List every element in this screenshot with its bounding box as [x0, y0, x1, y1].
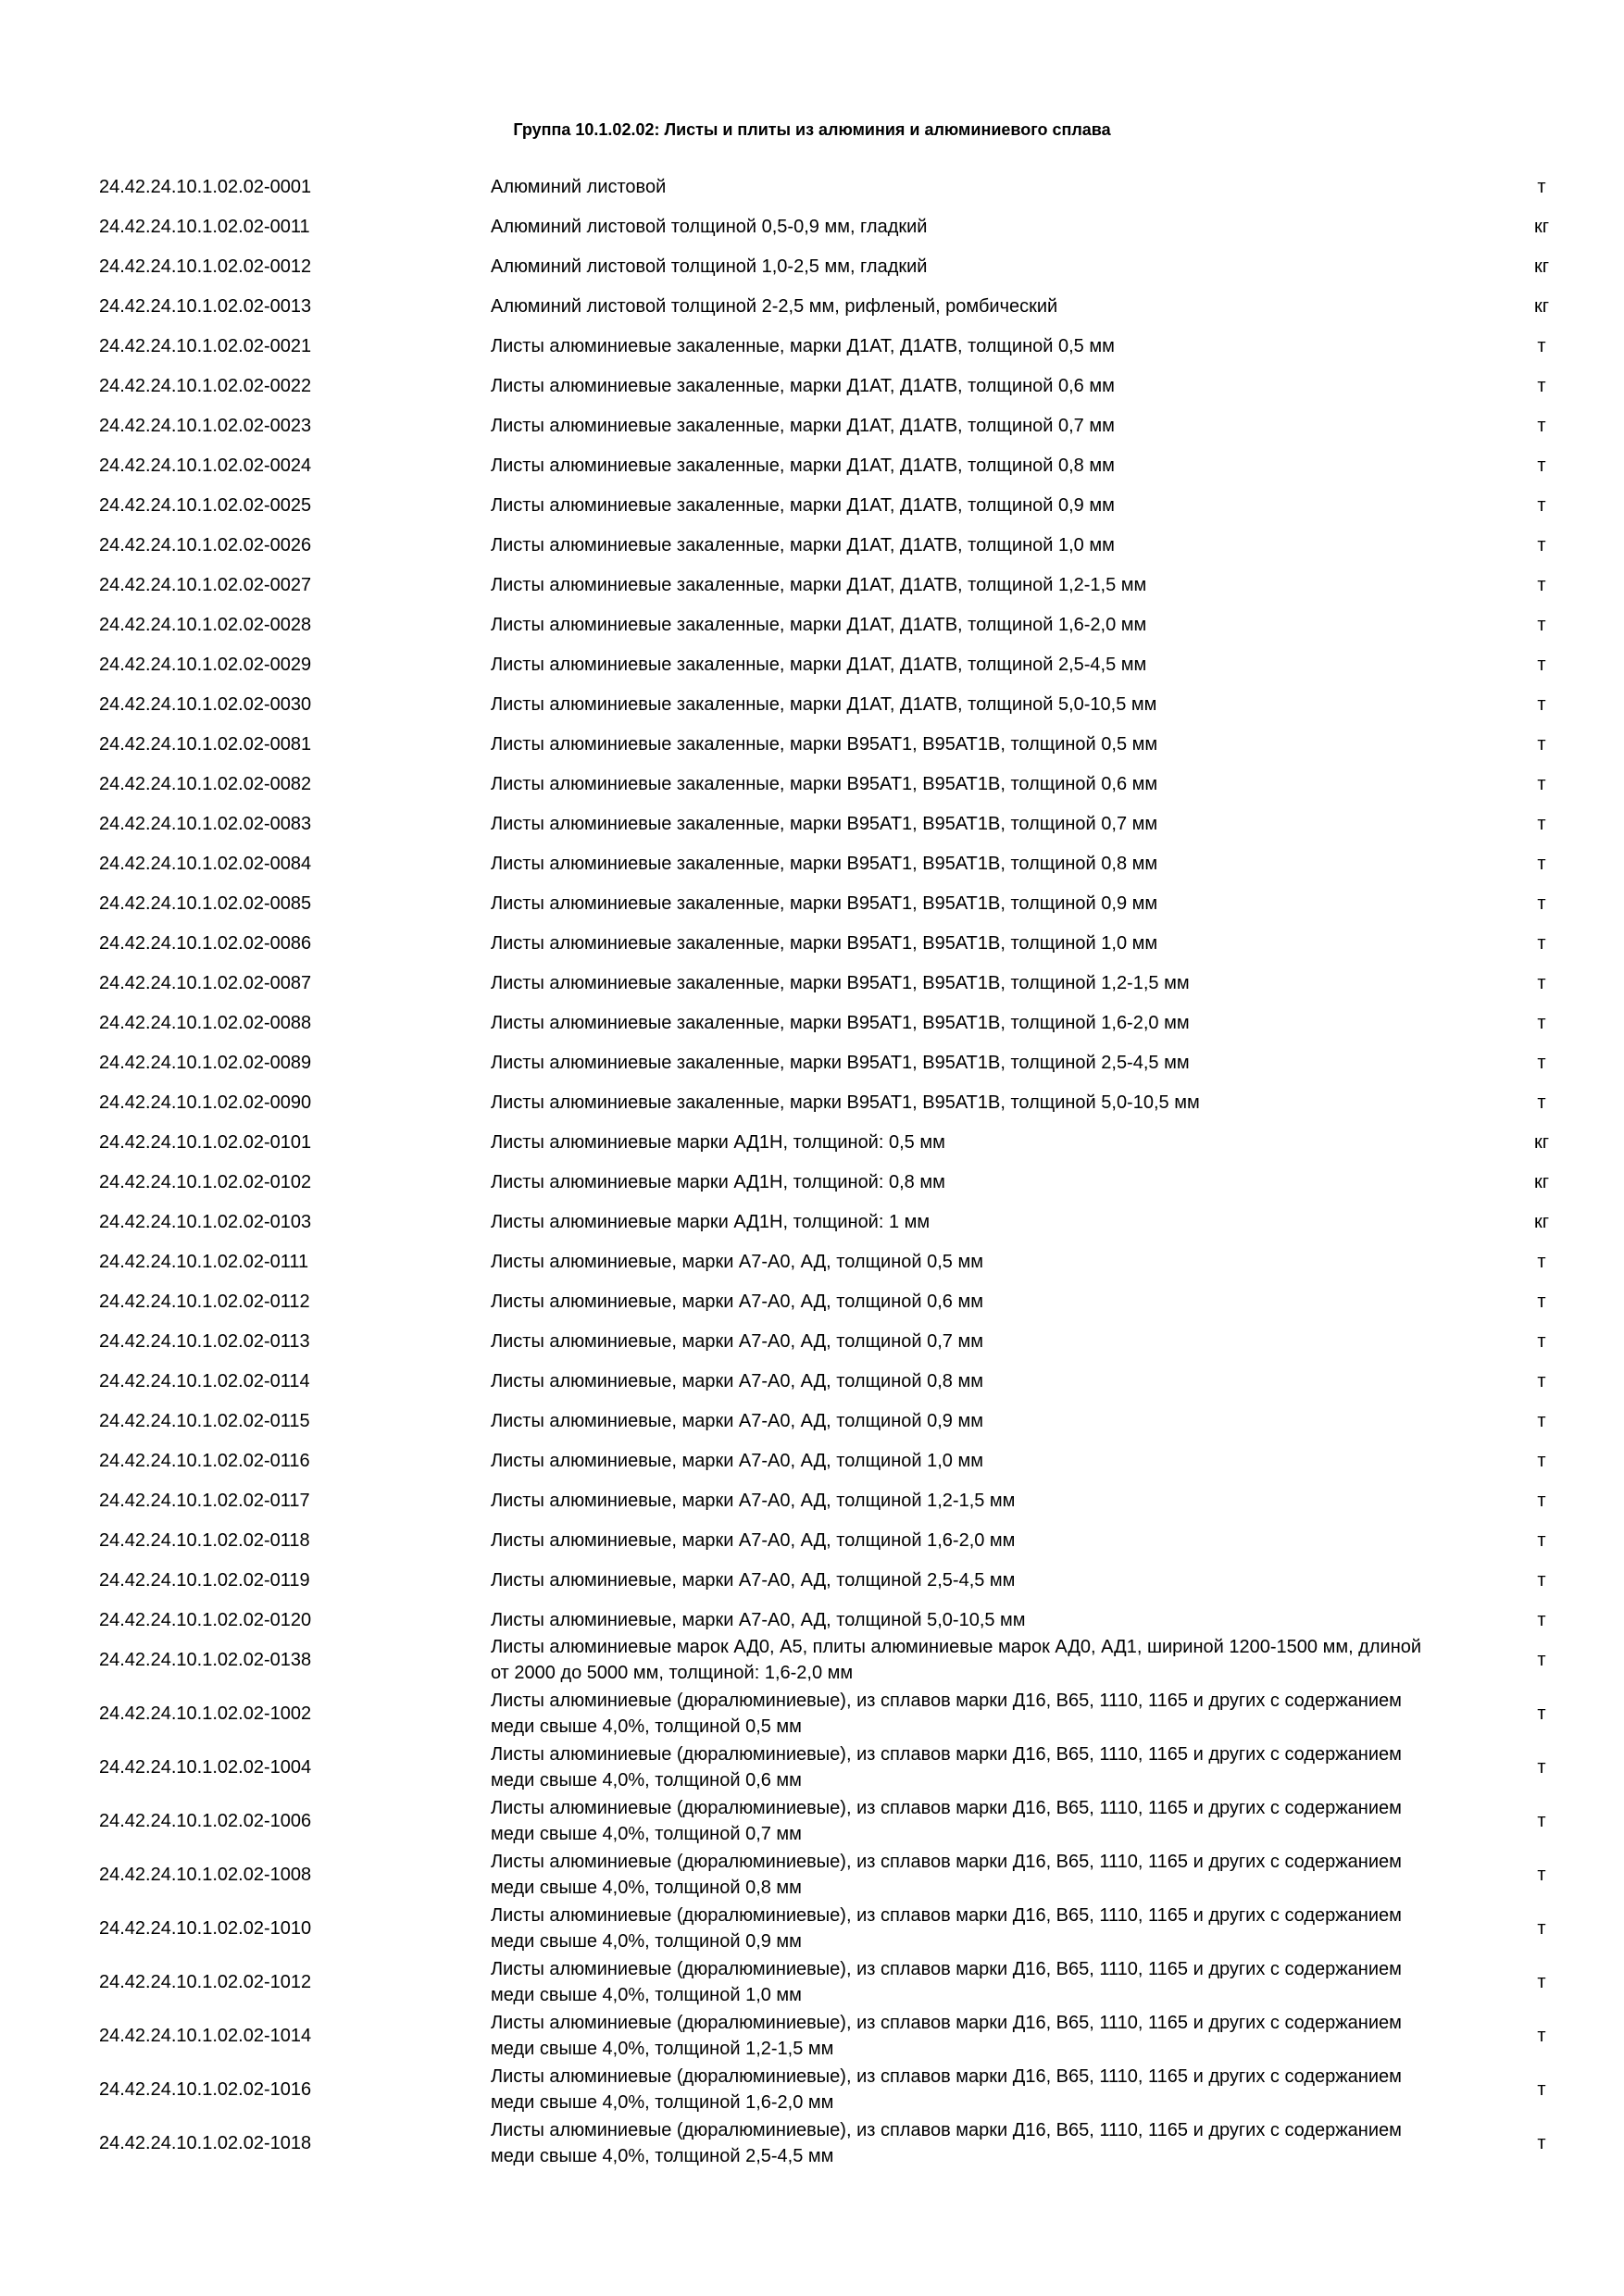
- row-unit: т: [1537, 973, 1546, 993]
- row-code: 24.42.24.10.1.02.02-0011: [99, 217, 310, 237]
- row-code: 24.42.24.10.1.02.02-0116: [99, 1451, 310, 1471]
- row-name: Листы алюминиевые (дюралюминиевые), из сплавов марки Д16, В65, 1110, 1165 и других с содержанием меди свыше 4,0%, толщиной 0,6 мм: [491, 1744, 1402, 1791]
- row-code: 24.42.24.10.1.02.02-1014: [99, 2026, 312, 2046]
- row-unit: т: [1537, 1570, 1546, 1591]
- row-unit: т: [1537, 376, 1546, 396]
- row-code: 24.42.24.10.1.02.02-0001: [99, 177, 312, 197]
- row-unit: кг: [1533, 1212, 1550, 1232]
- row-code: 24.42.24.10.1.02.02-0022: [99, 376, 312, 396]
- row-code: 24.42.24.10.1.02.02-0027: [99, 575, 312, 595]
- row-code: 24.42.24.10.1.02.02-0087: [99, 973, 312, 993]
- row-name: Листы алюминиевые закаленные, марки Д1АТ, Д1АТВ, толщиной 2,5-4,5 мм: [491, 655, 1147, 675]
- row-name: Листы алюминиевые закаленные, марки Д1АТ, Д1АТВ, толщиной 5,0-10,5 мм: [491, 694, 1157, 715]
- row-code: 24.42.24.10.1.02.02-1010: [99, 1918, 312, 1939]
- row-code: 24.42.24.10.1.02.02-1006: [99, 1811, 312, 1831]
- row-unit: т: [1537, 1610, 1546, 1630]
- row-code: 24.42.24.10.1.02.02-0025: [99, 495, 312, 516]
- row-name: Листы алюминиевые, марки А7-А0, АД, толщиной 0,9 мм: [491, 1411, 983, 1431]
- row-name: Листы алюминиевые закаленные, марки В95АТ1, В95АТ1В, толщиной 5,0-10,5 мм: [491, 1092, 1200, 1113]
- row-code: 24.42.24.10.1.02.02-0102: [99, 1172, 312, 1192]
- row-unit: т: [1537, 1491, 1546, 1511]
- row-code: 24.42.24.10.1.02.02-1004: [99, 1757, 312, 1778]
- row-name: Листы алюминиевые марок АД0, А5, плиты алюминиевые марок АД0, АД1, шириной 1200-1500 мм, длиной от 2000 до 5000 мм, толщиной: 1,6-2,0 мм: [491, 1637, 1422, 1683]
- row-code: 24.42.24.10.1.02.02-0012: [99, 256, 312, 277]
- row-code: 24.42.24.10.1.02.02-1012: [99, 1972, 312, 1992]
- row-unit: т: [1537, 854, 1546, 874]
- row-unit: т: [1537, 535, 1546, 555]
- row-name: Алюминий листовой: [491, 177, 667, 197]
- row-name: Листы алюминиевые (дюралюминиевые), из сплавов марки Д16, В65, 1110, 1165 и других с содержанием меди свыше 4,0%, толщиной 0,5 мм: [491, 1691, 1402, 1737]
- row-name: Листы алюминиевые закаленные, марки В95АТ1, В95АТ1В, толщиной 0,6 мм: [491, 774, 1158, 794]
- row-name: Листы алюминиевые, марки А7-А0, АД, толщиной 2,5-4,5 мм: [491, 1570, 1016, 1591]
- row-unit: т: [1537, 774, 1546, 794]
- row-code: 24.42.24.10.1.02.02-0088: [99, 1013, 312, 1033]
- row-name: Листы алюминиевые закаленные, марки В95АТ1, В95АТ1В, толщиной 0,9 мм: [491, 893, 1158, 914]
- row-unit: т: [1537, 615, 1546, 635]
- row-code: 24.42.24.10.1.02.02-0023: [99, 416, 312, 436]
- row-name: Листы алюминиевые, марки А7-А0, АД, толщиной 5,0-10,5 мм: [491, 1610, 1026, 1630]
- row-code: 24.42.24.10.1.02.02-0083: [99, 814, 312, 834]
- row-code: 24.42.24.10.1.02.02-1016: [99, 2079, 312, 2100]
- row-name: Алюминий листовой толщиной 1,0-2,5 мм, гладкий: [491, 256, 928, 277]
- row-unit: т: [1537, 1371, 1546, 1391]
- row-code: 24.42.24.10.1.02.02-0085: [99, 893, 312, 914]
- row-name: Листы алюминиевые, марки А7-А0, АД, толщиной 1,0 мм: [491, 1451, 983, 1471]
- row-code: 24.42.24.10.1.02.02-0028: [99, 615, 312, 635]
- row-name: Листы алюминиевые закаленные, марки Д1АТ, Д1АТВ, толщиной 1,0 мм: [491, 535, 1115, 555]
- row-code: 24.42.24.10.1.02.02-0111: [99, 1252, 309, 1272]
- row-name: Листы алюминиевые, марки А7-А0, АД, толщиной 0,6 мм: [491, 1292, 983, 1312]
- row-name: Листы алюминиевые марки АД1Н, толщиной: 0,5 мм: [491, 1132, 945, 1153]
- row-name: Листы алюминиевые закаленные, марки Д1АТ, Д1АТВ, толщиной 1,6-2,0 мм: [491, 615, 1147, 635]
- row-name: Листы алюминиевые, марки А7-А0, АД, толщиной 0,8 мм: [491, 1371, 983, 1391]
- row-unit: кг: [1533, 1132, 1550, 1153]
- row-name: Листы алюминиевые закаленные, марки Д1АТ, Д1АТВ, толщиной 0,9 мм: [491, 495, 1115, 516]
- row-unit: кг: [1533, 296, 1550, 317]
- row-name: Листы алюминиевые закаленные, марки Д1АТ, Д1АТВ, толщиной 1,2-1,5 мм: [491, 575, 1147, 595]
- row-unit: т: [1537, 1918, 1546, 1939]
- row-name: Листы алюминиевые (дюралюминиевые), из сплавов марки Д16, В65, 1110, 1165 и других с содержанием меди свыше 4,0%, толщиной 0,7 мм: [491, 1798, 1402, 1844]
- row-unit: т: [1537, 416, 1546, 436]
- row-unit: т: [1537, 455, 1546, 476]
- row-unit: т: [1537, 1053, 1546, 1073]
- row-unit: кг: [1533, 217, 1550, 237]
- row-code: 24.42.24.10.1.02.02-0082: [99, 774, 312, 794]
- row-code: 24.42.24.10.1.02.02-0026: [99, 535, 312, 555]
- row-unit: т: [1537, 933, 1546, 954]
- row-code: 24.42.24.10.1.02.02-0013: [99, 296, 312, 317]
- row-name: Листы алюминиевые закаленные, марки В95АТ1, В95АТ1В, толщиной 0,5 мм: [491, 734, 1158, 755]
- row-name: Листы алюминиевые марки АД1Н, толщиной: 0,8 мм: [491, 1172, 945, 1192]
- row-name: Листы алюминиевые (дюралюминиевые), из сплавов марки Д16, В65, 1110, 1165 и других с содержанием меди свыше 4,0%, толщиной 1,6-2,0 мм: [491, 2066, 1402, 2113]
- row-unit: т: [1537, 1865, 1546, 1885]
- row-name: Листы алюминиевые, марки А7-А0, АД, толщиной 1,6-2,0 мм: [491, 1530, 1016, 1551]
- row-unit: т: [1537, 2026, 1546, 2046]
- row-unit: т: [1537, 1411, 1546, 1431]
- row-name: Листы алюминиевые закаленные, марки В95АТ1, В95АТ1В, толщиной 1,0 мм: [491, 933, 1158, 954]
- row-unit: т: [1537, 814, 1546, 834]
- row-code: 24.42.24.10.1.02.02-0103: [99, 1212, 312, 1232]
- row-code: 24.42.24.10.1.02.02-0113: [99, 1331, 310, 1352]
- row-name: Листы алюминиевые закаленные, марки Д1АТ, Д1АТВ, толщиной 0,8 мм: [491, 455, 1115, 476]
- row-unit: т: [1537, 2079, 1546, 2100]
- row-unit: т: [1537, 1972, 1546, 1992]
- row-name: Листы алюминиевые закаленные, марки Д1АТ, Д1АТВ, толщиной 0,6 мм: [491, 376, 1115, 396]
- row-code: 24.42.24.10.1.02.02-0021: [99, 336, 312, 356]
- row-unit: т: [1537, 1650, 1546, 1670]
- row-unit: т: [1537, 694, 1546, 715]
- row-name: Листы алюминиевые закаленные, марки Д1АТ, Д1АТВ, толщиной 0,7 мм: [491, 416, 1115, 436]
- row-name: Листы алюминиевые закаленные, марки В95АТ1, В95АТ1В, толщиной 0,8 мм: [491, 854, 1158, 874]
- row-unit: т: [1537, 655, 1546, 675]
- row-code: 24.42.24.10.1.02.02-1018: [99, 2133, 312, 2153]
- row-name: Листы алюминиевые закаленные, марки В95АТ1, В95АТ1В, толщиной 2,5-4,5 мм: [491, 1053, 1190, 1073]
- row-unit: т: [1537, 1292, 1546, 1312]
- row-code: 24.42.24.10.1.02.02-0117: [99, 1491, 310, 1511]
- row-unit: т: [1537, 1331, 1546, 1352]
- row-unit: т: [1537, 1811, 1546, 1831]
- row-unit: т: [1537, 177, 1546, 197]
- row-name: Листы алюминиевые марки АД1Н, толщиной: 1 мм: [491, 1212, 931, 1232]
- row-name: Листы алюминиевые закаленные, марки В95АТ1, В95АТ1В, толщиной 0,7 мм: [491, 814, 1158, 834]
- row-name: Листы алюминиевые (дюралюминиевые), из сплавов марки Д16, В65, 1110, 1165 и других с содержанием меди свыше 4,0%, толщиной 0,8 мм: [491, 1852, 1402, 1898]
- row-code: 24.42.24.10.1.02.02-0084: [99, 854, 312, 874]
- row-unit: т: [1537, 1530, 1546, 1551]
- row-code: 24.42.24.10.1.02.02-0030: [99, 694, 312, 715]
- row-unit: кг: [1533, 1172, 1550, 1192]
- row-unit: т: [1537, 1703, 1546, 1724]
- row-code: 24.42.24.10.1.02.02-0090: [99, 1092, 312, 1113]
- row-unit: т: [1537, 575, 1546, 595]
- row-unit: т: [1537, 336, 1546, 356]
- row-code: 24.42.24.10.1.02.02-0089: [99, 1053, 312, 1073]
- row-code: 24.42.24.10.1.02.02-0115: [99, 1411, 310, 1431]
- row-code: 24.42.24.10.1.02.02-0138: [99, 1650, 312, 1670]
- row-code: 24.42.24.10.1.02.02-0029: [99, 655, 312, 675]
- row-name: Листы алюминиевые (дюралюминиевые), из сплавов марки Д16, В65, 1110, 1165 и других с содержанием меди свыше 4,0%, толщиной 1,2-1,5 мм: [491, 2013, 1402, 2059]
- row-code: 24.42.24.10.1.02.02-0101: [99, 1132, 312, 1153]
- row-unit: кг: [1533, 256, 1550, 277]
- row-unit: т: [1537, 893, 1546, 914]
- row-code: 24.42.24.10.1.02.02-0118: [99, 1530, 310, 1551]
- row-unit: т: [1537, 2133, 1546, 2153]
- row-unit: т: [1537, 1092, 1546, 1113]
- row-name: Алюминий листовой толщиной 0,5-0,9 мм, гладкий: [491, 217, 928, 237]
- row-code: 24.42.24.10.1.02.02-0024: [99, 455, 312, 476]
- row-unit: т: [1537, 495, 1546, 516]
- row-name: Листы алюминиевые, марки А7-А0, АД, толщиной 0,7 мм: [491, 1331, 983, 1352]
- row-code: 24.42.24.10.1.02.02-1002: [99, 1703, 312, 1724]
- row-name: Листы алюминиевые, марки А7-А0, АД, толщиной 1,2-1,5 мм: [491, 1491, 1016, 1511]
- row-name: Листы алюминиевые (дюралюминиевые), из сплавов марки Д16, В65, 1110, 1165 и других с содержанием меди свыше 4,0%, толщиной 2,5-4,5 мм: [491, 2120, 1402, 2166]
- row-code: 24.42.24.10.1.02.02-0086: [99, 933, 312, 954]
- row-name: Листы алюминиевые закаленные, марки Д1АТ, Д1АТВ, толщиной 0,5 мм: [491, 336, 1115, 356]
- row-unit: т: [1537, 734, 1546, 755]
- row-name: Листы алюминиевые (дюралюминиевые), из сплавов марки Д16, В65, 1110, 1165 и других с содержанием меди свыше 4,0%, толщиной 1,0 мм: [491, 1959, 1402, 2005]
- row-name: Листы алюминиевые закаленные, марки В95АТ1, В95АТ1В, толщиной 1,6-2,0 мм: [491, 1013, 1190, 1033]
- row-code: 24.42.24.10.1.02.02-0112: [99, 1292, 310, 1312]
- row-unit: т: [1537, 1451, 1546, 1471]
- page-title: Группа 10.1.02.02: Листы и плиты из алюминия и алюминиевого сплава: [513, 120, 1111, 139]
- row-name: Листы алюминиевые (дюралюминиевые), из сплавов марки Д16, В65, 1110, 1165 и других с содержанием меди свыше 4,0%, толщиной 0,9 мм: [491, 1905, 1402, 1952]
- row-name: Листы алюминиевые, марки А7-А0, АД, толщиной 0,5 мм: [491, 1252, 983, 1272]
- row-name: Листы алюминиевые закаленные, марки В95АТ1, В95АТ1В, толщиной 1,2-1,5 мм: [491, 973, 1190, 993]
- row-unit: т: [1537, 1252, 1546, 1272]
- row-code: 24.42.24.10.1.02.02-1008: [99, 1865, 312, 1885]
- row-code: 24.42.24.10.1.02.02-0114: [99, 1371, 310, 1391]
- row-name: Алюминий листовой толщиной 2-2,5 мм, рифленый, ромбический: [491, 296, 1058, 317]
- row-unit: т: [1537, 1757, 1546, 1778]
- row-code: 24.42.24.10.1.02.02-0081: [99, 734, 312, 755]
- row-code: 24.42.24.10.1.02.02-0119: [99, 1570, 310, 1591]
- row-unit: т: [1537, 1013, 1546, 1033]
- row-code: 24.42.24.10.1.02.02-0120: [99, 1610, 312, 1630]
